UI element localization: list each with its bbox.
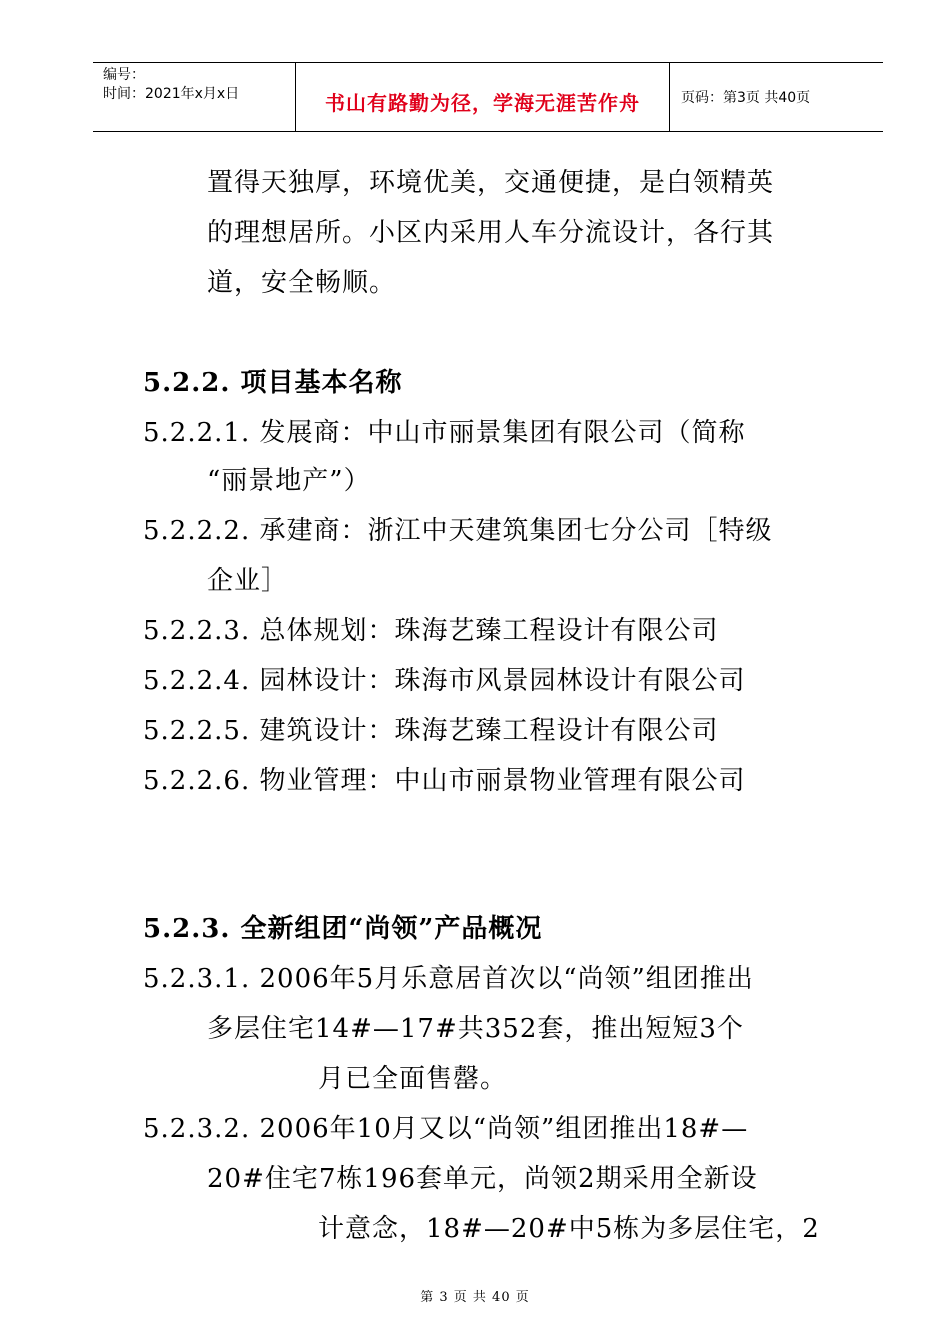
list-item: 5.2.2.5. 建筑设计：珠海艺臻工程设计有限公司 [143,716,719,746]
list-item-continuation: 月已全面售罄。 [318,1064,508,1094]
paragraph-line: 的理想居所。小区内采用人车分流设计，各行其 [207,218,775,248]
list-item: 5.2.2.1. 发展商：中山市丽景集团有限公司（简称 [143,418,746,448]
list-item-continuation: 企业］ [207,566,289,596]
paragraph-line: 置得天独厚，环境优美，交通便捷，是白领精英 [207,168,775,198]
list-item: 5.2.2.6. 物业管理：中山市丽景物业管理有限公司 [143,766,746,796]
header-page-cell [669,63,883,131]
list-item-continuation: 多层住宅14#—17#共352套，推出短短3个 [207,1014,744,1044]
list-item: 5.2.2.4. 园林设计：珠海市风景园林设计有限公司 [143,666,746,696]
list-item: 5.2.2.3. 总体规划：珠海艺臻工程设计有限公司 [143,616,719,646]
header-info-cell [93,63,295,131]
list-item: 5.2.3.2. 2006年10月又以“尚领”组团推出18#— [143,1114,749,1144]
page-header [93,62,883,132]
section-heading-5-2-3: 5.2.3. 全新组团“尚领”产品概况 [143,914,543,944]
paragraph-line: 道，安全畅顺。 [207,268,397,298]
list-item-continuation: “丽景地产”） [207,466,371,496]
header-motto: 书山有路勤为径，学海无涯苦作舟 [325,91,640,115]
list-item: 5.2.2.2. 承建商：浙江中天建筑集团七分公司［特级 [143,516,773,546]
page-footer: 第 3 页 共 40 页 [420,1290,530,1305]
header-page-number: 页码：第3页 共40页 [681,90,811,106]
list-item: 5.2.3.1. 2006年5月乐意居首次以“尚领”组团推出 [143,964,754,994]
list-item-continuation: 计意念，18#—20#中5栋为多层住宅，2 [318,1214,820,1244]
header-time: 时间：2021年x月x日 [103,86,240,102]
section-heading-5-2-2: 5.2.2. 项目基本名称 [143,368,403,398]
list-item-continuation: 20#住宅7栋196套单元，尚领2期采用全新设 [207,1164,758,1194]
header-code: 编号： [103,67,145,83]
header-motto-cell [295,63,670,131]
